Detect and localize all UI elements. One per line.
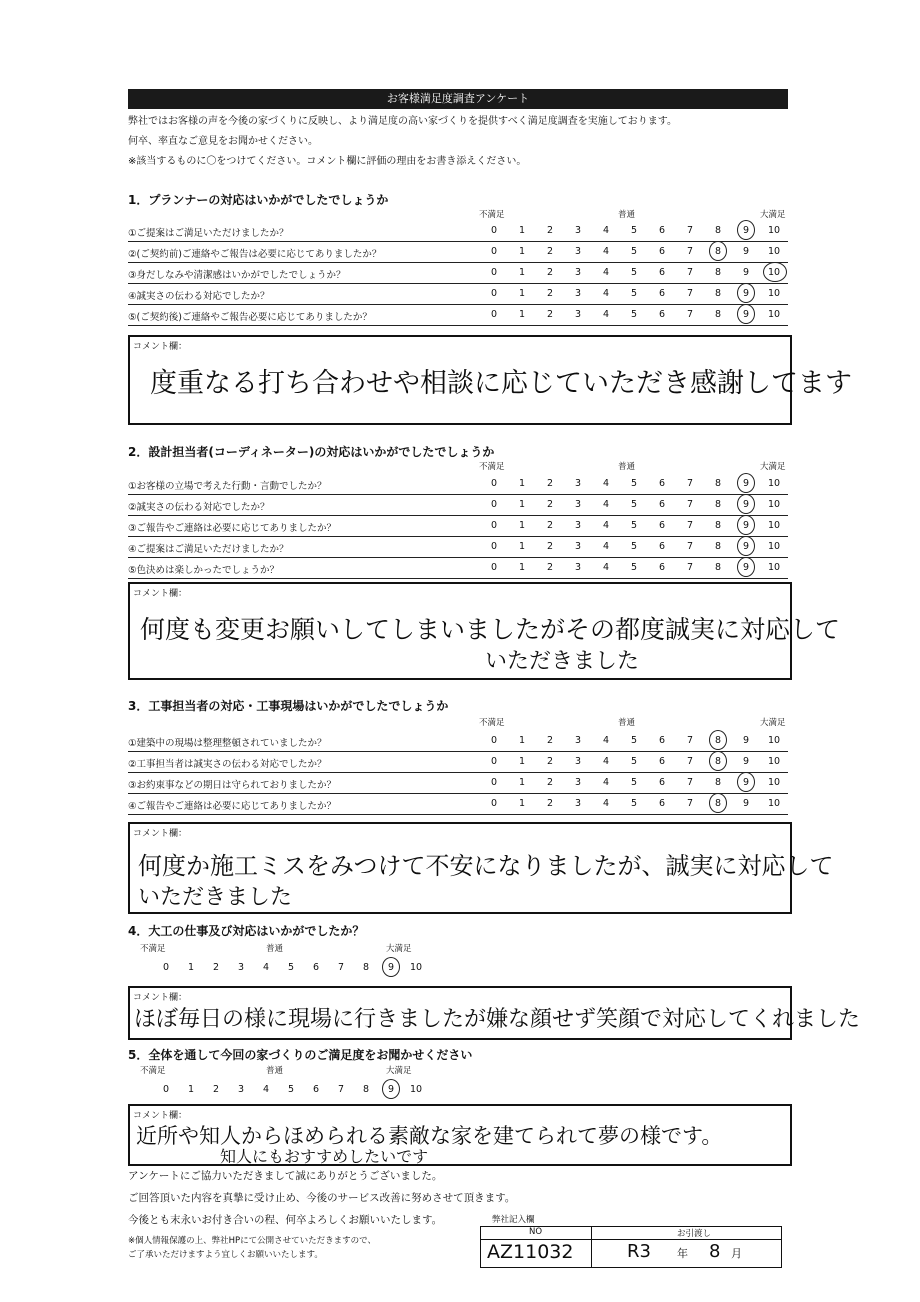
question-label: ①建築中の現場は整理整頓されていましたか？ [128,738,327,749]
scale-number: 1 [187,962,195,973]
scale-number: 1 [518,309,526,320]
scale-number: 10 [767,562,781,573]
office-use-label: 弊社記入欄 [492,1215,535,1225]
scale-number: 8 [714,309,722,320]
scale-number: 6 [658,798,666,809]
thanks-line-2: ご回答頂いた内容を真摯に受け止め、今後のサービス改善に努めさせて頂きます。 [128,1192,516,1204]
scale-number: 3 [574,562,582,573]
question-label: ①ご提案はご満足いただけましたか？ [128,228,289,239]
scale-number: 2 [212,962,220,973]
scale-number: 1 [518,541,526,552]
selected-rating-circle [382,1079,400,1099]
scale-number: 6 [658,777,666,788]
scale-number: 2 [546,520,554,531]
scale-number: 9 [387,1084,395,1095]
selected-rating-circle [737,494,755,514]
scale-number: 4 [602,541,610,552]
section-4-comment-line-1: ほぼ毎日の様に現場に行きましたが嫌な顔せず笑顔で対応してくれました [134,1007,861,1032]
scale-number: 10 [767,735,781,746]
scale-number: 10 [767,267,781,278]
scale-number: 5 [287,962,295,973]
scale-number: 5 [630,520,638,531]
scale-number: 0 [490,520,498,531]
scale-number: 9 [742,499,750,510]
scale-number: 9 [387,962,395,973]
question-row [128,731,788,752]
selected-rating-circle [737,515,755,535]
scale-number: 0 [490,756,498,767]
scale-number: 0 [490,246,498,257]
handover-label: お引渡し [677,1229,712,1239]
scale-high-label: 大満足 [760,210,786,220]
section-2-title: 2．設計担当者(コーディネーター)の対応はいかがでしたでしょうか [128,445,495,459]
section-5-comment-line-2: 知人にもおすすめしたいです [220,1147,429,1166]
scale-number: 8 [714,756,722,767]
scale-number: 6 [658,225,666,236]
scale-number: 8 [714,288,722,299]
scale-number: 6 [658,756,666,767]
scale-high-label: 大満足 [760,718,786,728]
scale-number: 10 [767,288,781,299]
scale-number: 7 [686,562,694,573]
scale-number: 7 [686,309,694,320]
scale-number: 0 [490,735,498,746]
scale-number: 3 [574,225,582,236]
scale-number: 0 [490,499,498,510]
question-row [128,558,788,579]
handover-month-value: 8 [709,1241,721,1262]
scale-number: 7 [686,520,694,531]
scale-number: 3 [574,246,582,257]
scale-number: 0 [490,288,498,299]
question-row [128,773,788,794]
scale-number: 1 [518,562,526,573]
scale-number: 7 [686,735,694,746]
scale-number: 10 [767,309,781,320]
scale-number: 9 [742,756,750,767]
scale-number: 2 [546,499,554,510]
scale-number: 3 [237,962,245,973]
question-row [128,263,788,284]
section-1-scale-header [128,208,788,222]
selected-rating-circle [709,241,727,261]
scale-number: 5 [630,309,638,320]
selected-rating-circle [737,220,755,240]
scale-number: 8 [714,520,722,531]
scale-number: 6 [658,246,666,257]
scale-number: 4 [602,267,610,278]
scale-number: 3 [574,478,582,489]
scale-number: 3 [574,288,582,299]
scale-number: 9 [742,225,750,236]
scale-number: 9 [742,478,750,489]
scale-number: 3 [574,267,582,278]
scale-number: 2 [546,246,554,257]
scale-number: 2 [546,225,554,236]
scale-high-label: 大満足 [386,944,412,954]
section-5-comment-box [128,1104,792,1166]
scale-number: 4 [602,777,610,788]
scale-number: 8 [714,478,722,489]
scale-number: 8 [714,225,722,236]
scale-number: 1 [518,288,526,299]
comment-label: コメント欄： [133,829,188,839]
question-row [128,516,788,537]
scale-number: 4 [602,562,610,573]
scale-number: 1 [518,499,526,510]
scale-number: 3 [574,309,582,320]
section-5-comment-line-1: 近所や知人からほめられる素敵な家を建てられて夢の様です。 [136,1124,723,1148]
scale-number: 9 [742,562,750,573]
scale-number: 5 [630,541,638,552]
year-unit: 年 [677,1247,688,1260]
scale-number: 8 [714,246,722,257]
scale-number: 2 [546,798,554,809]
scale-number: 2 [546,267,554,278]
question-row [128,794,788,815]
intro-line-2: 何卒、率直なご意見をお聞かせください。 [128,136,318,147]
scale-number: 1 [518,735,526,746]
scale-number: 5 [630,246,638,257]
selected-rating-circle [709,730,727,750]
scale-number: 5 [630,267,638,278]
scale-number: 8 [714,541,722,552]
question-row [128,221,788,242]
scale-number: 10 [767,499,781,510]
scale-number: 7 [686,288,694,299]
selected-rating-circle [737,304,755,324]
scale-number: 7 [337,962,345,973]
question-row [128,284,788,305]
scale-number: 1 [518,478,526,489]
question-row [128,537,788,558]
comment-label: コメント欄： [133,342,188,352]
scale-number: 0 [162,1084,170,1095]
comment-label: コメント欄： [133,1111,188,1121]
scale-number: 2 [546,562,554,573]
scale-number: 7 [337,1084,345,1095]
scale-number: 4 [602,246,610,257]
scale-number: 6 [658,520,666,531]
scale-number: 6 [658,478,666,489]
scale-number: 5 [630,777,638,788]
scale-mid-label: 普通 [266,944,284,954]
selected-rating-circle [709,751,727,771]
scale-number: 9 [742,541,750,552]
scale-number: 9 [742,735,750,746]
selected-rating-circle [763,262,787,282]
scale-number: 2 [546,735,554,746]
scale-number: 4 [602,478,610,489]
scale-number: 4 [262,962,270,973]
question-label: ③ご報告やご連絡は必要に応じてありましたか？ [128,523,337,534]
scale-number: 8 [362,962,370,973]
question-label: ④ご報告やご連絡は必要に応じてありましたか？ [128,801,337,812]
scale-number: 6 [312,1084,320,1095]
scale-number: 6 [658,541,666,552]
section-2-comment-box [128,582,841,680]
scale-number: 6 [658,499,666,510]
scale-number: 4 [602,520,610,531]
scale-number: 1 [518,225,526,236]
scale-number: 5 [630,798,638,809]
comment-label: コメント欄： [133,993,188,1003]
office-no-label: NO [529,1227,543,1237]
scale-number: 1 [518,756,526,767]
note-line-1: ※個人情報保護の上、弊社HPにて公開させていただきますので、 [128,1236,376,1246]
scale-number: 1 [518,267,526,278]
scale-number: 9 [742,246,750,257]
scale-number: 9 [742,288,750,299]
question-row [128,474,788,495]
scale-number: 5 [630,288,638,299]
section-2-comment-line-1: 何度も変更お願いしてしまいましたがその都度誠実に対応して [140,615,841,644]
scale-number: 6 [658,309,666,320]
handover-year-value: R3 [627,1241,651,1262]
section-5-scale [128,1064,428,1104]
scale-number: 7 [686,225,694,236]
section-3-scale-header [128,716,788,730]
scale-number: 2 [546,541,554,552]
scale-number: 2 [546,777,554,788]
selected-rating-circle [382,957,400,977]
scale-low-label: 不満足 [479,210,505,220]
scale-number: 2 [212,1084,220,1095]
scale-number: 10 [409,962,423,973]
survey-title: お客様満足度調査アンケート [128,89,788,109]
scale-low-label: 不満足 [140,1066,166,1076]
office-no-value: AZ11032 [487,1241,574,1263]
scale-number: 0 [490,225,498,236]
scale-number: 8 [714,735,722,746]
scale-number: 1 [518,520,526,531]
question-label: ④ご提案はご満足いただけましたか？ [128,544,289,555]
scale-number: 0 [490,267,498,278]
scale-number: 0 [490,478,498,489]
scale-mid-label: 普通 [266,1066,284,1076]
scale-number: 10 [767,225,781,236]
scale-number: 7 [686,246,694,257]
scale-number: 0 [162,962,170,973]
scale-number: 2 [546,756,554,767]
scale-low-label: 不満足 [479,462,505,472]
thanks-line-1: アンケートにご協力いただきまして誠にありがとうございました。 [128,1170,443,1182]
question-row [128,752,788,773]
scale-number: 5 [630,499,638,510]
scale-number: 7 [686,267,694,278]
scale-number: 4 [262,1084,270,1095]
scale-number: 6 [658,267,666,278]
scale-number: 8 [714,798,722,809]
scale-number: 3 [574,777,582,788]
month-unit: 月 [731,1247,742,1260]
scale-number: 10 [409,1084,423,1095]
scale-number: 8 [362,1084,370,1095]
scale-number: 3 [237,1084,245,1095]
scale-mid-label: 普通 [618,210,636,220]
scale-low-label: 不満足 [140,944,166,954]
scale-number: 4 [602,735,610,746]
scale-number: 10 [767,541,781,552]
scale-number: 1 [518,777,526,788]
scale-number: 5 [630,756,638,767]
scale-high-label: 大満足 [760,462,786,472]
scale-number: 1 [518,246,526,257]
scale-number: 9 [742,520,750,531]
scale-number: 6 [312,962,320,973]
scale-number: 7 [686,541,694,552]
selected-rating-circle [737,536,755,556]
scale-mid-label: 普通 [618,462,636,472]
scale-number: 2 [546,478,554,489]
scale-number: 6 [658,288,666,299]
scale-number: 7 [686,777,694,788]
question-label: ②誠実さの伝わる対応でしたか？ [128,502,270,513]
section-3-comment-line-2: いただきました [138,885,293,910]
scale-number: 10 [767,777,781,788]
selected-rating-circle [737,557,755,577]
scale-number: 7 [686,756,694,767]
question-row [128,495,788,516]
scale-number: 4 [602,499,610,510]
scale-number: 2 [546,288,554,299]
question-label: ①お客様の立場で考えた行動・言動でしたか？ [128,481,327,492]
scale-number: 7 [686,478,694,489]
thanks-line-3: 今後とも末永いお付き合いの程、何卒よろしくお願いいたします。 [128,1214,443,1226]
scale-number: 9 [742,798,750,809]
scale-number: 8 [714,562,722,573]
question-row [128,242,788,263]
scale-number: 8 [714,267,722,278]
selected-rating-circle [737,473,755,493]
scale-low-label: 不満足 [479,718,505,728]
scale-number: 4 [602,798,610,809]
section-5-title: 5．全体を通して今回の家づくりのご満足度をお聞かせください [128,1048,473,1062]
scale-number: 1 [187,1084,195,1095]
scale-number: 8 [714,777,722,788]
scale-number: 9 [742,309,750,320]
scale-number: 2 [546,309,554,320]
selected-rating-circle [737,772,755,792]
section-4-scale [128,942,428,982]
section-3-comment-box [128,822,834,914]
section-4-comment-box [128,986,861,1040]
intro-line-3: ※該当するものに〇をつけてください。コメント欄に評価の理由をお書き添えください。 [128,156,527,167]
scale-number: 6 [658,562,666,573]
section-2-comment-line-2: いただきました [485,649,640,674]
question-label: ③身だしなみや清潔感はいかがでしたでしょうか？ [128,270,346,281]
scale-number: 5 [630,562,638,573]
question-label: ②(ご契約前)ご連絡やご報告は必要に応じてありましたか？ [128,249,382,260]
section-1-comment-line-1: 度重なる打ち合わせや相談に応じていただき感謝してます [150,368,852,399]
scale-number: 10 [767,246,781,257]
scale-number: 1 [518,798,526,809]
scale-number: 5 [630,478,638,489]
question-row [128,305,788,326]
scale-number: 5 [630,735,638,746]
scale-number: 0 [490,777,498,788]
scale-number: 0 [490,798,498,809]
question-label: ②工事担当者は誠実さの伝わる対応でしたか？ [128,759,327,770]
scale-number: 3 [574,499,582,510]
section-1-comment-box [128,335,852,425]
comment-label: コメント欄： [133,589,188,599]
scale-number: 4 [602,288,610,299]
office-use-box [480,1226,782,1268]
scale-number: 10 [767,478,781,489]
question-label: ⑤色決めは楽しかったでしょうか？ [128,565,280,576]
scale-number: 9 [742,267,750,278]
section-3-comment-line-1: 何度か施工ミスをみつけて不安になりましたが、誠実に対応して [138,852,834,880]
section-2-scale-header [128,460,788,474]
selected-rating-circle [709,793,727,813]
scale-number: 7 [686,499,694,510]
section-1-title: 1．プランナーの対応はいかがでしたでしょうか [128,193,389,207]
scale-number: 10 [767,520,781,531]
scale-number: 10 [767,756,781,767]
scale-high-label: 大満足 [386,1066,412,1076]
scale-number: 8 [714,499,722,510]
scale-number: 4 [602,225,610,236]
scale-number: 3 [574,735,582,746]
section-4-title: 4．大工の仕事及び対応はいかがでしたか？ [128,924,365,938]
scale-number: 3 [574,798,582,809]
question-label: ④誠実さの伝わる対応でしたか？ [128,291,270,302]
scale-number: 4 [602,309,610,320]
intro-line-1: 弊社ではお客様の声を今後の家づくりに反映し、より満足度の高い家づくりを提供すべく満足度調査を実施しております。 [128,116,677,127]
section-3-title: 3．工事担当者の対応・工事現場はいかがでしたでしょうか [128,699,449,713]
scale-number: 5 [287,1084,295,1095]
scale-number: 5 [630,225,638,236]
scale-number: 3 [574,520,582,531]
selected-rating-circle [737,283,755,303]
question-label: ③お約束事などの期日は守られておりましたか？ [128,780,337,791]
scale-number: 10 [767,798,781,809]
scale-number: 7 [686,798,694,809]
scale-number: 3 [574,541,582,552]
scale-number: 4 [602,756,610,767]
scale-mid-label: 普通 [618,718,636,728]
question-label: ⑤(ご契約後)ご連絡やご報告必要に応じてありましたか？ [128,312,372,323]
scale-number: 0 [490,562,498,573]
scale-number: 9 [742,777,750,788]
scale-number: 0 [490,309,498,320]
note-line-2: ご了承いただけますよう宜しくお願いいたします。 [128,1250,323,1260]
scale-number: 6 [658,735,666,746]
scale-number: 3 [574,756,582,767]
scale-number: 0 [490,541,498,552]
